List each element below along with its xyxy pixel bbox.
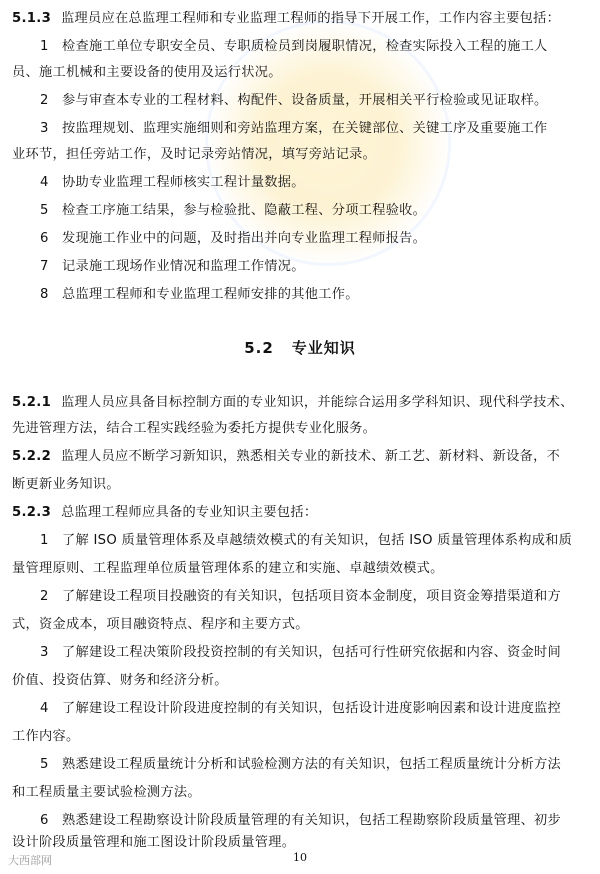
list-item-cont: 工作内容。	[12, 729, 80, 744]
clause-5-2-1: 5.2.1 监理人员应具备目标控制方面的专业知识，并能综合运用多学科知识、现代科学技术、	[12, 395, 574, 410]
list-item-cont: 和工程质量主要试验检测方法。	[12, 785, 201, 800]
list-item: 4 协助专业监理工程师核实工程计量数据。	[40, 175, 305, 190]
list-item: 6 发现施工作业中的问题，及时指出并向专业监理工程师报告。	[40, 231, 427, 246]
clause-number: 5.2.2	[12, 449, 52, 464]
list-item: 5 检查工序施工结果，参与检验批、隐蔽工程、分项工程验收。	[40, 203, 427, 218]
clause-number: 5.1.3	[12, 11, 52, 26]
section-title: 专业知识	[291, 339, 356, 357]
list-item: 5 熟悉建设工程质量统计分析和试验检测方法的有关知识，包括工程质量统计分析方法	[40, 757, 562, 772]
list-item: 8 总监理工程师和专业监理工程师安排的其他工作。	[40, 287, 359, 302]
list-item: 7 记录施工现场作业情况和监理工作情况。	[40, 259, 305, 274]
clause-number: 5.2.3	[12, 505, 52, 520]
list-item: 2 参与审查本专业的工程材料、构配件、设备质量，开展相关平行检验或见证取样。	[40, 93, 548, 108]
list-item-cont: 式，资金成本，项目融资特点、程序和主要方式。	[12, 617, 309, 632]
list-item: 6 熟悉建设工程勘察设计阶段质量管理的有关知识，包括工程勘察阶段质量管理、初步	[40, 813, 562, 828]
clause-5-2-3: 5.2.3 总监理工程师应具备的专业知识主要包括：	[12, 505, 318, 520]
list-item: 1 了解 ISO 质量管理体系及卓越绩效模式的有关知识，包括 ISO 质量管理体系构成和质	[40, 533, 573, 548]
clause-5-2-2: 5.2.2 监理人员应不断学习新知识，熟悉相关专业的新技术、新工艺、新材料、新设备，不	[12, 449, 561, 464]
list-item-cont: 员、施工机械和主要设备的使用及运行状况。	[12, 65, 282, 80]
list-item-cont: 设计阶段质量管理和施工图设计阶段质量管理。	[12, 835, 296, 850]
list-item: 1 检查施工单位专职安全员、专职质检员到岗履职情况，检查实际投入工程的施工人	[40, 39, 548, 54]
clause-cont: 先进管理方法，结合工程实践经验为委托方提供专业化服务。	[12, 421, 377, 436]
clause-number: 5.2.1	[12, 395, 52, 410]
list-item-cont: 量管理原则、工程监理单位质量管理体系的建立和实施、卓越绩效模式。	[12, 561, 444, 576]
clause-text: 监理员应在总监理工程师和专业监理工程师的指导下开展工作，工作内容主要包括：	[61, 11, 561, 26]
list-item: 3 按监理规划、监理实施细则和旁站监理方案，在关键部位、关键工序及重要施工作	[40, 121, 548, 136]
list-item-cont: 业环节，担任旁站工作，及时记录旁站情况，填写旁站记录。	[12, 147, 377, 162]
list-item: 2 了解建设工程项目投融资的有关知识，包括项目资本金制度，项目资金筹措渠道和方	[40, 589, 562, 604]
section-heading	[0, 337, 600, 358]
section-number: 5.2	[244, 339, 274, 357]
page-number: 10	[293, 851, 307, 864]
list-item: 3 了解建设工程决策阶段投资控制的有关知识，包括可行性研究依据和内容、资金时间	[40, 645, 562, 660]
clause-5-1-3	[12, 10, 590, 28]
list-item-cont: 价值、投资估算、财务和经济分析。	[12, 673, 228, 688]
footer-logo: 大西部网	[8, 854, 52, 867]
list-item: 4 了解建设工程设计阶段进度控制的有关知识，包括设计进度影响因素和设计进度监控	[40, 701, 562, 716]
clause-cont: 断更新业务知识。	[12, 477, 120, 492]
